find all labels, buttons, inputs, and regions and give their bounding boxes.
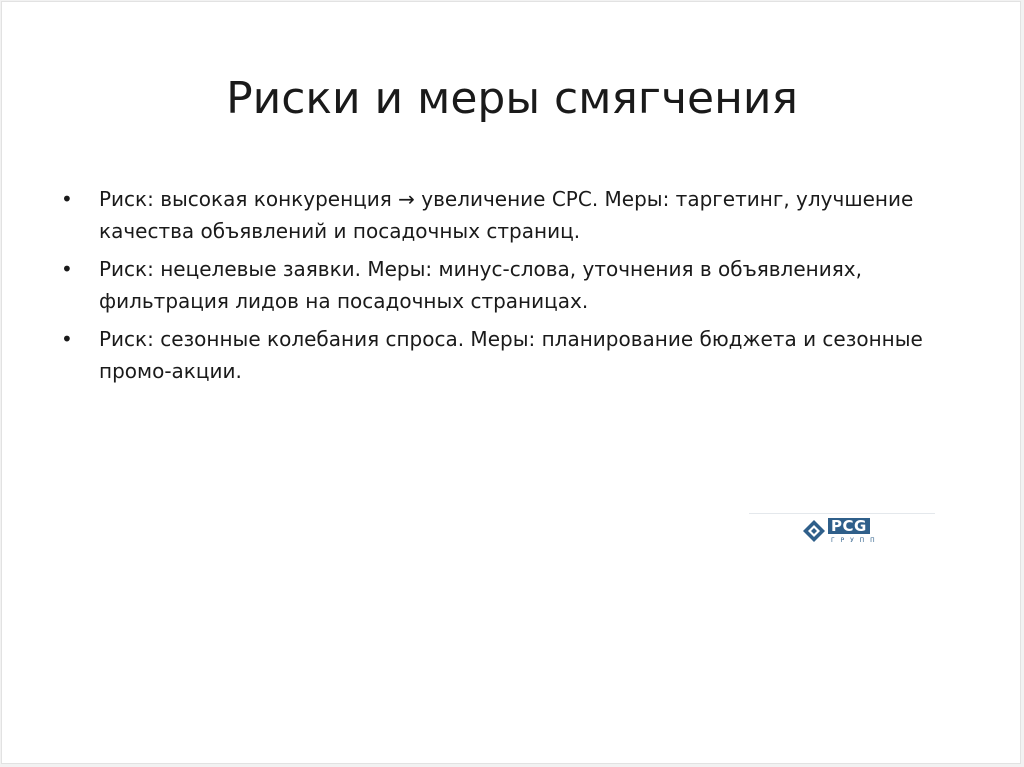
bullet-dot: • [61, 327, 73, 351]
bullet-text: Риск: сезонные колебания спроса. Меры: планирование бюджета и сезонные промо-акции. [99, 327, 923, 383]
logo-diamond-icon [802, 519, 826, 543]
bullet-dot: • [61, 257, 73, 281]
bullet-dot: • [61, 187, 73, 211]
slide [1, 1, 1021, 764]
bullet-item [61, 323, 971, 387]
logo-subtitle: Г Р У П П [831, 537, 877, 544]
bullet-item [61, 183, 971, 247]
company-logo [749, 513, 935, 549]
bullet-list [61, 183, 971, 393]
bullet-text: Риск: нецелевые заявки. Меры: минус-слова, уточнения в объявлениях, фильтрация лидов на посадочных страницах. [99, 257, 862, 313]
slide-title: Риски и меры смягчения [226, 73, 798, 124]
bullet-text: Риск: высокая конкуренция → увеличение CPC. Меры: таргетинг, улучшение качества объявлений и посадочных страниц. [99, 187, 914, 243]
logo-divider [749, 513, 935, 514]
logo-wordmark: PCG [828, 518, 870, 534]
bullet-item [61, 253, 971, 317]
